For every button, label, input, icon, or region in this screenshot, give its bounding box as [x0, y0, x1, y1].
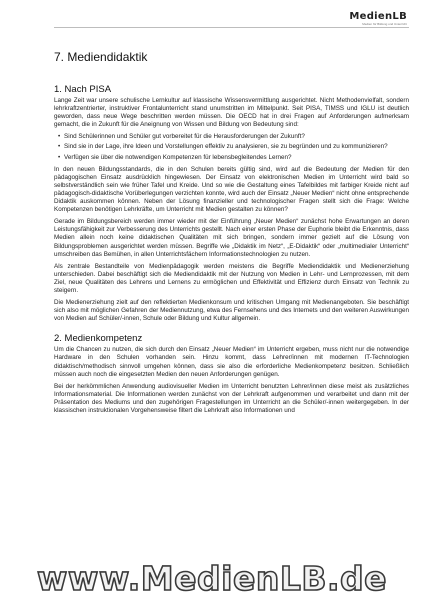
list-item: [54, 133, 409, 141]
medienlb-logo: [349, 12, 407, 26]
website-watermark: www.MedienLB.de: [36, 559, 388, 598]
bullet-icon: •: [58, 143, 61, 151]
header-divider: [54, 27, 409, 28]
section-heading-nach-pisa: 1. Nach PISA: [54, 84, 112, 95]
bullet-icon: •: [58, 133, 61, 141]
paragraph: Als zentrale Bestandteile von Medienpädagogik werden meistens die Begriffe Mediendidaktik und Medienerziehung unterschieden. Dabei beschäftigt sich die Mediendidaktik mit der Nutzung von Medien in Lehr- und Lernprozessen, mit dem Ziel, neue Qualitäten des Lehrens und Lernens zu ermöglichen und Effektivität und Effizienz durch Einsatz von Technik zu steigern.: [54, 262, 409, 294]
bullet-icon: •: [58, 153, 61, 161]
logo-wordmark: MedienLB: [349, 11, 407, 22]
paragraph: Lange Zeit war unsere schulische Lernkultur auf klassische Wissensvermittlung ausgerichtet. Nicht Methodenvielfalt, sondern lehrkraftzentrierter, instruktiver Frontalunterricht stand unumstritten im Mittelpunkt. Seit PISA, TIMSS und IGLU ist deutlich geworden, dass neue Wege beschritten werden müssen. Die OECD hat in drei Fragen auf Anforderungen aufmerksam gemacht, die in Zukunft für die Aneignung von Wissen und Bildung von Bedeutung sind:: [54, 97, 409, 129]
logo-tagline: Medien für Bildung und Unterricht: [362, 22, 407, 26]
chapter-title: 7. Mediendidaktik: [54, 50, 148, 64]
list-item-text: Sind Schülerinnen und Schüler gut vorbereitet für die Herausforderungen der Zukunft?: [64, 133, 305, 141]
paragraph: Die Medienerziehung zielt auf den reflektierten Medienkonsum und kritischen Umgang mit Medienangeboten. Sie beschäftigt sich also mit möglichen Gefahren der Mediennutzung, etwa des Fernsehens und des Internets und den weiteren Auswirkungen von Medien auf Schüler/-innen, Schule oder Bildung und Kultur allgemein.: [54, 299, 409, 323]
page-header: [0, 0, 424, 30]
paragraph: Bei der herkömmlichen Anwendung audiovisueller Medien im Unterricht benutzten Lehrer/innen diese meist als zusätzliches Informationsmaterial. Die Informationen werden zunächst von der Lehrkraft aufgenommen und verarbeitet und dann mit der Präsentation des Mediums und den zugehörigen Fragestellungen im Unterricht an die Schüler/-innen weitergegeben. In der klassischen instruktionalen Vorgehensweise filtert die Lehrkraft also Informationen und: [54, 382, 409, 414]
paragraph: Um die Chancen zu nutzen, die sich durch den Einsatz „Neuer Medien“ im Unterricht ergeben, muss nicht nur die notwendige Hardware in den Schulen vorhanden sein. Hinzu kommt, dass Lehrer/innen mit modernen IT-Technologien didaktisch/methodisch sinnvoll umgehen können, dass sie also die erforderliche Medienkompetenz besitzen. Schließlich müssen auch noch die eingesetzten Medien den neuen Anforderungen genügen.: [54, 346, 409, 378]
list-item-text: Sind sie in der Lage, ihre Ideen und Vorstellungen effektiv zu analysieren, sie zu begründen und zu kommunizieren?: [64, 143, 388, 151]
oecd-questions-list: [54, 133, 409, 161]
list-item: [54, 154, 409, 162]
document-body: [54, 50, 409, 419]
list-item-text: Verfügen sie über die notwendigen Kompetenzen für lebensbegleitendes Lernen?: [64, 153, 292, 161]
list-item: [54, 143, 409, 151]
paragraph: Gerade im Bildungsbereich werden immer wieder mit der Einführung „Neuer Medien“ zunächst hohe Erwartungen an deren Leistungsfähigkeit zur Verbesserung des Unterrichts gestellt. Nach einer ersten Phase der Euphorie bleibt die Erkenntnis, dass Medien allein noch keine didaktischen Qualitäten mit sich bringen, sondern immer gezielt auf die Lösung von Bildungsproblemen ausgerichtet werden müssen. Begriffe wie „Didaktik im Netz“, „E-Didaktik“ oder „multimedialer Unterricht“ umschreiben das Bemühen, in allen Unterrichtsfächern Informationstechnologien zu nutzen.: [54, 218, 409, 258]
section-heading-medienkompetenz: 2. Medienkompetenz: [54, 333, 143, 345]
paragraph: In den neuen Bildungsstandards, die in den Schulen bereits gültig sind, wird auf die Bedeutung der Medien für den pädagogischen Einsatz ausdrücklich hingewiesen. Der Einsatz von elektronischen Medien im Unterricht wird bald so selbstverständlich sein wie früher Tafel und Kreide. Und so wie die Gestaltung eines Tafelbildes mit farbiger Kreide nicht auf pädagogisch-didaktische Vorüberlegungen verzichten konnte, wird auch der Einsatz „Neuer Medien“ nicht ohne entsprechende Didaktik auskommen können. Neben der Lösung finanzieller und technologischer Fragen stellt sich die Frage: Welche Kompetenzen benötigen Lehrkräfte, um Unterricht mit Medien gestalten zu können?: [54, 165, 409, 214]
